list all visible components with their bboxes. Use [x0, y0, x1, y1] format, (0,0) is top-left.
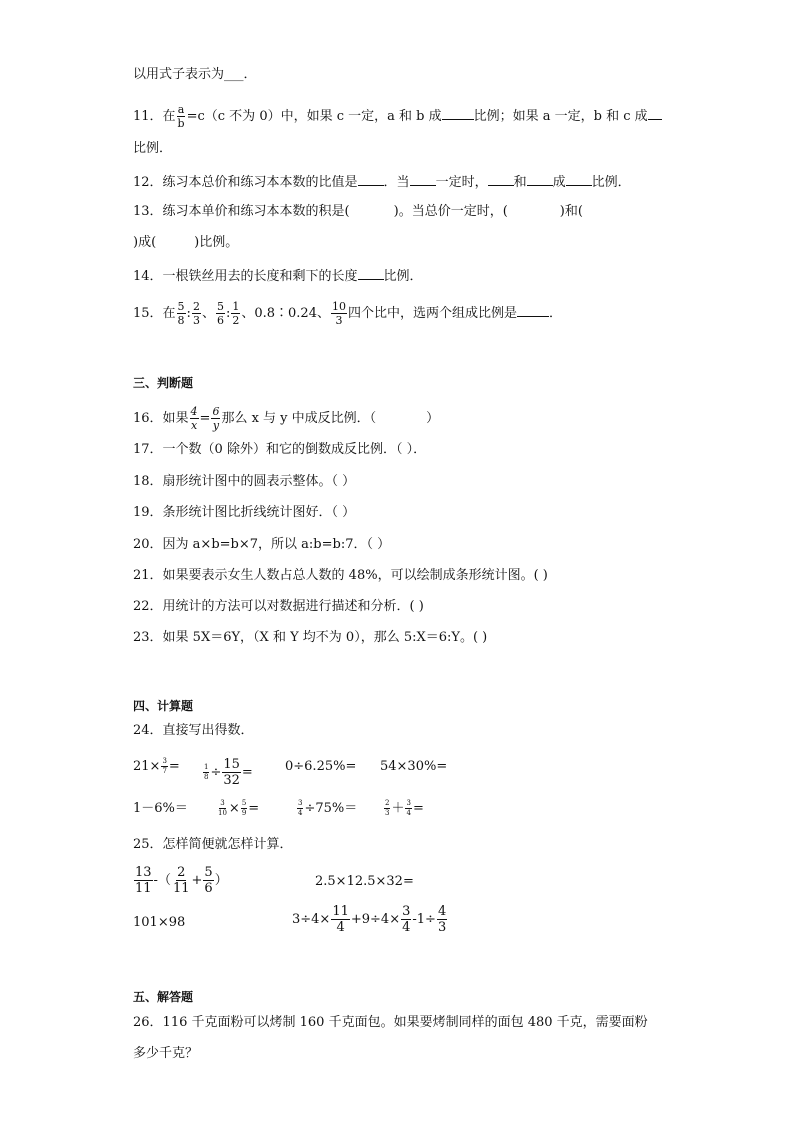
q15-line: [133, 301, 562, 326]
denominator: 6: [216, 314, 224, 327]
denominator: 9: [241, 809, 247, 817]
expr-text: =: [248, 801, 260, 816]
q13-line-2: [133, 234, 238, 252]
numerator: 4: [190, 405, 198, 418]
fraction: [172, 866, 191, 895]
section-5-title: 五、解答题: [133, 990, 194, 1004]
numerator: 5: [216, 300, 224, 313]
answer-blank[interactable]: [517, 302, 549, 317]
colon: :: [225, 306, 231, 321]
answer-blank[interactable]: [410, 171, 436, 186]
denominator: 2: [232, 314, 240, 327]
q20-line: 20．因为 a×b=b×7，所以 a:b=b:7．（ ）: [133, 537, 391, 552]
numerator: 2: [385, 799, 390, 807]
numerator: 5: [177, 300, 185, 313]
fraction: [203, 866, 213, 895]
fraction: [222, 758, 241, 787]
calc-r1-c3: 0÷6.25%=: [285, 759, 357, 774]
numerator: 5: [204, 865, 213, 880]
fraction: [437, 905, 447, 934]
fraction: [331, 905, 350, 934]
operator: ＋: [391, 801, 405, 816]
denominator: 7: [162, 767, 167, 775]
numerator: a: [177, 103, 185, 116]
numerator: 3: [402, 904, 411, 919]
numerator: 10: [331, 300, 346, 313]
denominator: 3: [437, 920, 447, 935]
expr-text: +9÷4×: [350, 912, 401, 927]
q26-line-2: 多少千克？: [133, 1046, 199, 1061]
denominator: 11: [172, 881, 190, 896]
answer-blank[interactable]: [442, 105, 474, 120]
answer-blank[interactable]: [358, 171, 384, 186]
fraction: [134, 866, 153, 895]
q12-text-2: ．当: [383, 175, 410, 190]
denominator: 11: [135, 881, 152, 896]
calc-r2-c4: [383, 800, 424, 818]
q24-line: 24．直接写出得数．: [133, 723, 254, 738]
q13-text-2: )。当总价一定时，(: [393, 204, 508, 219]
answer-blank[interactable]: [566, 171, 592, 186]
calc-r2-c2: [216, 800, 259, 818]
q11-line-2: [133, 140, 172, 158]
expr-text: ÷75%＝: [304, 801, 358, 816]
fraction: [217, 800, 228, 817]
fraction: [401, 905, 411, 934]
q14-text-1: 14．一根铁丝用去的长度和剩下的长度: [133, 269, 358, 284]
numerator: 3: [220, 799, 225, 807]
fraction-a-over-b: [177, 104, 186, 129]
q13-line: [133, 203, 583, 221]
calc-r1-c1: [133, 758, 180, 776]
q25-line: 25．怎样简便就怎样计算．: [133, 837, 293, 852]
operator: +: [191, 873, 203, 888]
answer-blank[interactable]: [648, 105, 662, 120]
numerator: 3: [406, 799, 411, 807]
answer-blank[interactable]: [527, 171, 553, 186]
denominator: 10: [218, 809, 227, 817]
fraction: [177, 301, 186, 326]
numerator: 5: [241, 799, 247, 807]
q10-continuation: [133, 66, 257, 84]
denominator: 3: [335, 314, 343, 327]
numerator: 15: [223, 757, 240, 772]
fraction: [161, 758, 167, 775]
fraction: [190, 406, 199, 431]
calc-expr-4: [292, 905, 448, 934]
numerator: 2: [192, 300, 200, 313]
denominator: b: [177, 117, 185, 130]
numerator: 13: [135, 865, 152, 880]
denominator: x: [190, 419, 198, 432]
q15-text-end: ．: [548, 306, 562, 321]
q12-text-3: 一定时，: [435, 175, 488, 190]
fraction: [241, 800, 247, 817]
expr-text: 3÷4×: [292, 912, 331, 927]
numerator: 1: [204, 763, 209, 771]
section-4-title: 四、计算题: [133, 699, 194, 713]
calc-expr-2: 2.5×12.5×32=: [315, 874, 414, 889]
calc-expr-1: [133, 866, 228, 895]
numerator: 2: [177, 865, 186, 880]
q26-line: 26．116 千克面粉可以烤制 160 千克面包。如果要烤制同样的面包 480 千克，需要面粉: [133, 1015, 648, 1030]
q11-line: [133, 104, 662, 129]
numerator: 11: [332, 904, 349, 919]
q13-text-5: )比例。: [194, 235, 239, 250]
answer-blank[interactable]: [488, 171, 514, 186]
fraction: [231, 301, 240, 326]
denominator: 8: [177, 314, 185, 327]
numerator: 3: [298, 799, 303, 807]
fraction: [216, 301, 225, 326]
fraction: [331, 301, 347, 326]
fraction: [297, 800, 303, 817]
q13-text-4: )成(: [133, 235, 157, 250]
colon: :: [186, 306, 191, 321]
q12-text-5: 成: [552, 175, 566, 190]
denominator: 8: [204, 773, 209, 781]
numerator: 6: [212, 405, 220, 418]
denominator: 4: [298, 809, 303, 817]
expr-text: -（: [153, 873, 171, 888]
calc-expr-3: 101×98: [133, 915, 186, 930]
q13-text-1: 13．练习本单价和练习本本数的积是(: [133, 204, 350, 219]
q11-text-end: 比例．: [133, 141, 173, 156]
denominator: 4: [336, 920, 345, 935]
denominator: 6: [204, 881, 213, 896]
calc-r1-c4: 54×30%=: [380, 759, 448, 774]
calc-r1-c2: [202, 758, 253, 787]
fraction: [211, 406, 220, 431]
q11-number: 11．在: [133, 109, 176, 124]
q13-text-3: )和(: [559, 204, 583, 219]
expr-text: =: [412, 801, 424, 816]
q11-text-2: 比例；如果 a 一定，b 和 c 成: [473, 109, 648, 124]
q19-line: 19．条形统计图比折线统计图好．（ ）: [133, 505, 356, 520]
q14-text-2: 比例．: [383, 269, 423, 284]
q12-text-1: 12．练习本总价和练习本本数的比值是: [133, 175, 358, 190]
operator: ÷: [210, 765, 222, 780]
q16-number: 16．如果: [133, 411, 189, 426]
denominator: 4: [402, 920, 411, 935]
q15-text-mid: 、0.8∶0.24、: [241, 306, 330, 321]
expr-text: 21×: [133, 759, 161, 774]
q15-text-post: 四个比中，选两个组成比例是: [347, 306, 517, 321]
separator: 、: [201, 306, 215, 321]
section-3-title: 三、判断题: [133, 376, 194, 390]
expr-text: =: [241, 765, 253, 780]
q21-line: 21．如果要表示女生人数占总人数的 48%，可以绘制成条形统计图。( ): [133, 568, 548, 583]
equals-sign: =: [199, 411, 211, 426]
q12-text-6: 比例．: [591, 175, 631, 190]
denominator: 4: [406, 809, 411, 817]
expr-text: =: [168, 759, 180, 774]
denominator: y: [212, 419, 220, 432]
q17-line: 17．一个数（0 除外）和它的倒数成反比例．（ ）．: [133, 442, 427, 457]
expr-text: -1÷: [412, 912, 436, 927]
numerator: 4: [437, 904, 447, 919]
denominator: 32: [223, 773, 240, 788]
q11-text-1: =c（c 不为 0）中，如果 c 一定，a 和 b 成: [186, 109, 442, 124]
fraction: [203, 764, 209, 781]
q12-line: [133, 171, 631, 192]
q10-text: 以用式子表示为___．: [133, 67, 257, 82]
q23-line: 23．如果 5X＝6Y，（X 和 Y 均不为 0），那么 5:X＝6:Y。( ): [133, 630, 488, 645]
expr-text: ）: [214, 873, 228, 888]
fraction: [384, 800, 390, 817]
q15-number: 15．在: [133, 306, 176, 321]
answer-blank[interactable]: [358, 265, 384, 280]
q22-line: 22．用统计的方法可以对数据进行描述和分析．( ): [133, 599, 424, 614]
denominator: 3: [385, 809, 390, 817]
denominator: 3: [192, 314, 200, 327]
calc-r2-c1: 1－6%＝: [133, 801, 188, 816]
calc-r2-c3: [296, 800, 357, 818]
q14-line: [133, 265, 423, 286]
numerator: 3: [162, 757, 167, 765]
q12-text-4: 和: [513, 175, 527, 190]
q18-line: 18．扇形统计图中的圆表示整体。（ ）: [133, 474, 356, 489]
numerator: 1: [232, 300, 240, 313]
q16-text: 那么 x 与 y 中成反比例．（: [221, 411, 377, 426]
fraction: [192, 301, 201, 326]
fraction: [405, 800, 411, 817]
operator: ×: [228, 801, 240, 816]
q16-close: ）: [426, 411, 440, 426]
q16-line: [133, 406, 439, 431]
